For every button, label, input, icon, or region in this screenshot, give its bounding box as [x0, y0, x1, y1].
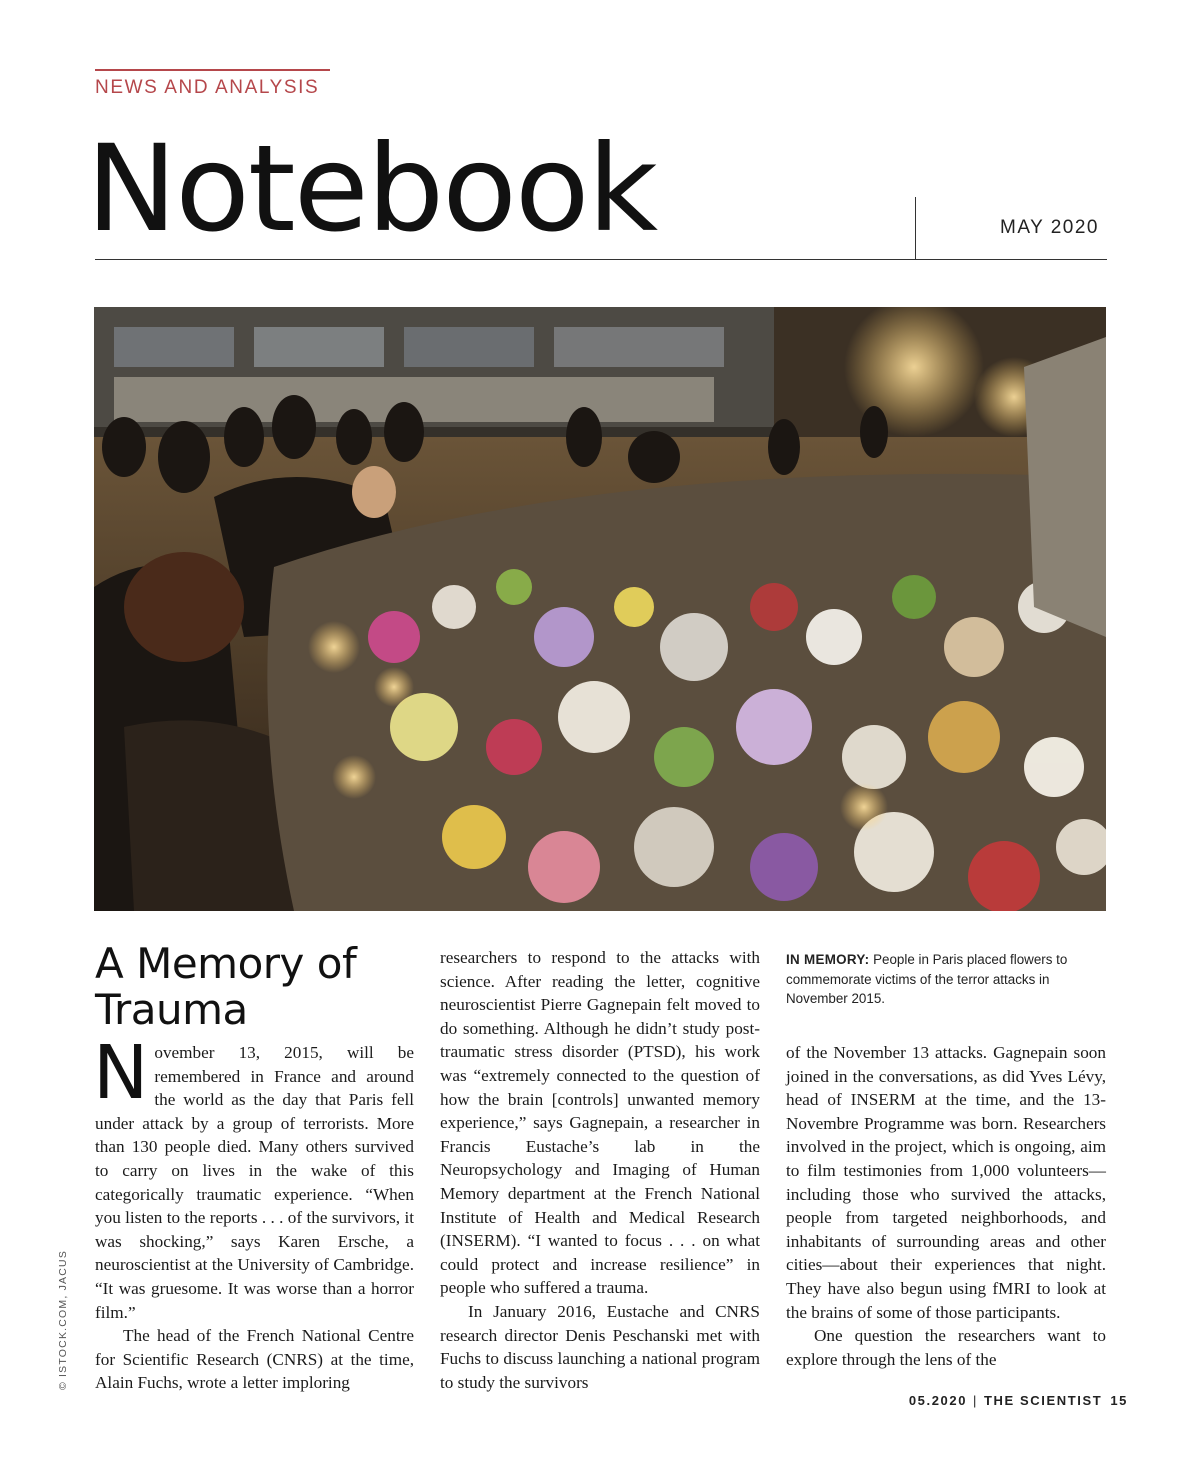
footer-separator: | — [973, 1393, 979, 1408]
section-label: NEWS AND ANALYSIS — [95, 77, 320, 98]
article-paragraph — [93, 1030, 414, 1324]
caption-text: People in Paris placed flowers to commemorate victims of the terror attacks in November 2015. — [786, 952, 1068, 1006]
feature-photo — [94, 307, 1106, 911]
footer-issue: 05.2020 — [908, 1393, 968, 1408]
article-column-2 — [440, 946, 760, 1394]
page-number: 15 — [1110, 1393, 1128, 1408]
page-footer — [909, 1393, 1128, 1408]
masthead-title: Notebook — [86, 119, 657, 259]
issue-date: MAY 2020 — [1000, 217, 1099, 238]
article-column-3 — [786, 1041, 1106, 1371]
article-column-1 — [93, 1030, 414, 1395]
article-paragraph-text: ovember 13, 2015, will be remembered in France and around the world as the day that Paris fell under attack by a group of terrorists. More than 130 people died. Many others survived to carry on lives in the wake of this categorically traumatic experience. “When you listen to the reports . . . of the survivors, it was shocking,” says Karen Ersche, a neuroscientist at the University of Cambridge. “It was gruesome. It was worse than a horror film.” — [95, 1043, 414, 1322]
drop-cap: N — [93, 1030, 149, 1116]
masthead-divider — [915, 197, 916, 259]
section-rule — [95, 69, 330, 71]
photo-caption — [786, 950, 1108, 1009]
caption-label: IN MEMORY: — [786, 952, 870, 967]
article-paragraph: of the November 13 attacks. Gagnepain soon joined in the conversations, as did Yves Lévy, head of INSERM at the time, and the 13-Novembre Programme was born. Researchers involved in the project, which is ongoing, aim to film testimonies from 1,000 volunteers—including those who survived the attacks, people from targeted neighborhoods, and inhabitants of surrounding areas and other cities—about their experiences that night. They have also begun using fMRI to look at the brains of some of those participants. — [786, 1043, 1106, 1322]
footer-publication: THE SCIENTIST — [984, 1393, 1103, 1408]
memorial-photo-illustration — [94, 307, 1106, 911]
photo-credit: © ISTOCK.COM, JACUS — [57, 1249, 69, 1390]
article-paragraph: The head of the French National Centre for Scientific Research (CNRS) at the time, Alain Fuchs, wrote a letter imploring — [95, 1326, 414, 1393]
article-paragraph: researchers to respond to the attacks with science. After reading the letter, cognitive neuroscientist Pierre Gagnepain felt moved to do something. Although he didn’t study post-traumatic stress disorder (PTSD), his work was “extremely connected to the question of how the brain [controls] unwanted memory experience,” says Gagnepain, a researcher in Francis Eustache’s lab in the Neuropsychology and Imaging of Human Memory department at the French National Institute of Health and Medical Research (INSERM). “I wanted to focus . . . on what could protect and increase resilience” in people who suffered a trauma. — [440, 948, 760, 1298]
article-paragraph: In January 2016, Eustache and CNRS research director Denis Peschanski met with Fuchs to discuss launching a national program to study the survivors — [440, 1301, 760, 1392]
masthead-rule — [95, 259, 1107, 260]
article-paragraph: One question the researchers want to explore through the lens of the — [786, 1326, 1106, 1369]
article-headline: A Memory of Trauma — [95, 939, 357, 1034]
